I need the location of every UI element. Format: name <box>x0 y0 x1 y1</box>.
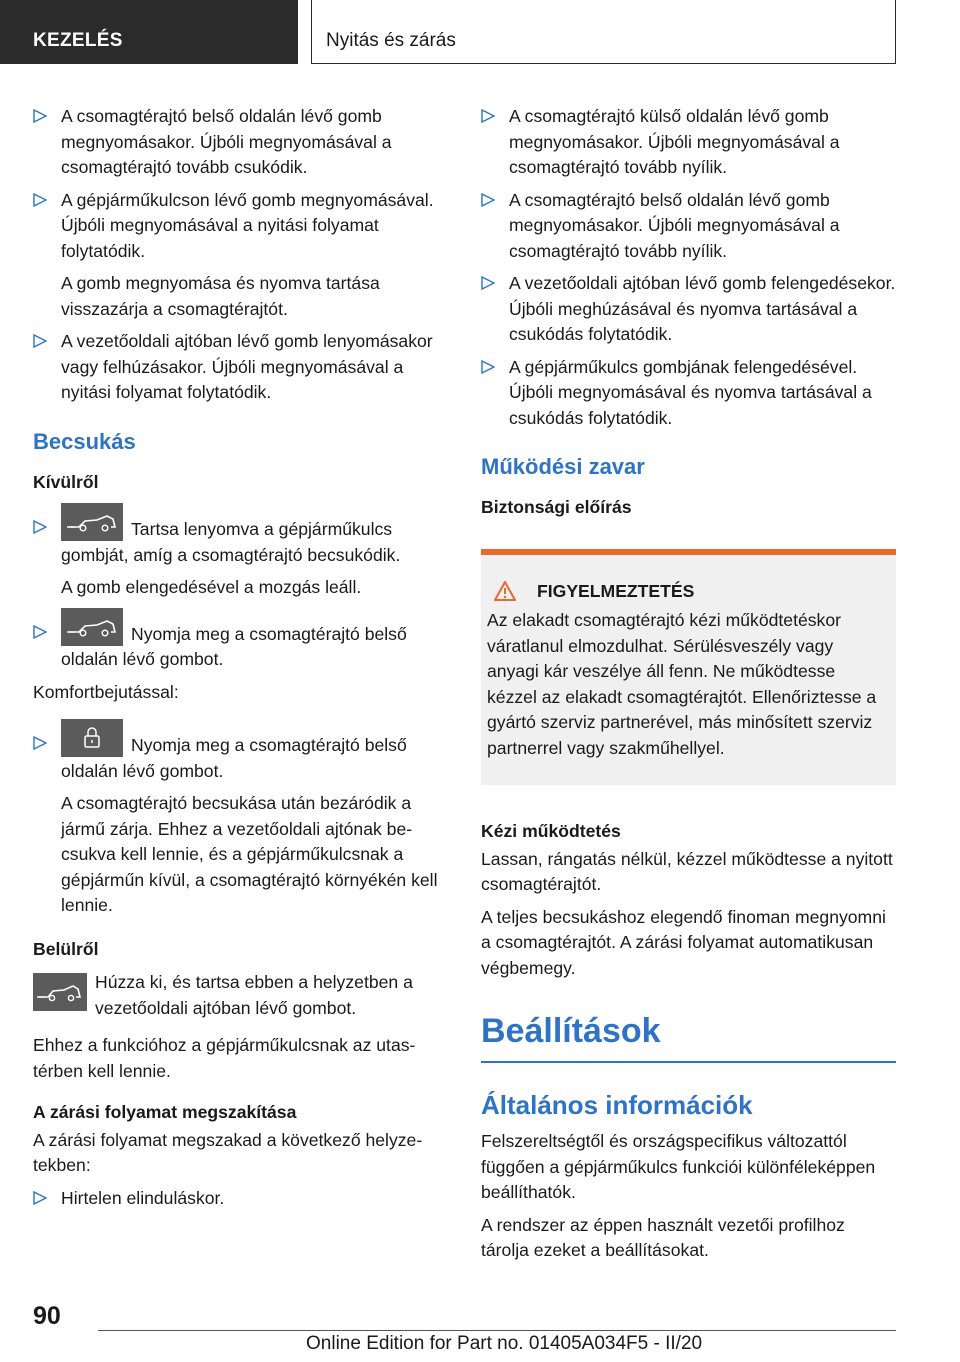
triangle-bullet-icon <box>33 519 47 535</box>
warning-triangle-icon <box>493 580 517 602</box>
list-item <box>33 329 448 406</box>
heading-becsukas: Becsukás <box>33 428 136 454</box>
list-item-text: A vezetőoldali ajtóban lévő gomb felengedésekor. Újbóli meghúzásával és nyomva tartásával a csukódás folytatódik. <box>509 273 896 344</box>
warning-text: Az elakadt csomagtérajtó kézi működtetéskor váratlanul elmozdulhat. Sérülésveszély vagy anyagi kár veszélye áll fenn. Ne működtesse kézzel az elakadt csomagtérajtót. Ellenőriztesse a gyártó szerviz partnerével, más minősített szerviz partnerrel vagy szakműhellyel. <box>487 610 877 758</box>
list-item-text: A vezetőoldali ajtóban lévő gomb lenyomásakor vagy felhúzásakor. Újbóli megnyomásával a nyitási folyamat folytatódik. <box>61 331 433 402</box>
belul-block <box>33 970 448 1021</box>
list-subtext: A gomb elengedésével a mozgás leáll. <box>61 577 362 597</box>
heading-mukodesi-zavar: Működési zavar <box>481 454 645 479</box>
list-item-text: Nyomja meg a csomagtérajtó belső oldalán lévő gombot. <box>61 735 407 781</box>
list-item <box>33 1186 448 1212</box>
triangle-bullet-icon <box>481 108 495 124</box>
list-item-text: A csomagtérajtó külső oldalán lévő gomb megnyomásakor. Újbóli megnyomásával a csomagtérajtó tovább nyílik. <box>509 106 840 177</box>
warning-box <box>481 549 896 786</box>
lock-icon <box>61 719 123 757</box>
list-item <box>481 104 896 181</box>
list-item-text: Tartsa lenyomva a gépjárműkulcs gombját, amíg a csomagtérajtó becsukódik. <box>61 519 401 565</box>
warning-title-row <box>487 579 888 605</box>
subheading-megszakitas: A zárási folyamat megszakítása <box>33 1102 297 1122</box>
triangle-bullet-icon <box>481 192 495 208</box>
page-header <box>0 0 960 68</box>
list-item <box>481 271 896 348</box>
paragraph: A rendszer az éppen használt vezetői profilhoz tárolja ezeket a beállításokat. <box>481 1214 845 1260</box>
list-item-text: A gépjárműkulcs gombjának felengedésével. Újbóli megnyomásával és nyomva tartásával a csukódás folytatódik. <box>509 356 872 428</box>
list-subtext: A gomb megnyomása és nyomva tartása visszazárja a csomagtérajtót. <box>61 273 380 319</box>
triangle-bullet-icon <box>33 1190 47 1206</box>
paragraph: A zárási folyamat megszakad a következő helyzetekben: <box>33 1129 423 1175</box>
list-item-text: A csomagtérajtó belső oldalán lévő gomb megnyomásakor. Újbóli megnyomásával a csomagtérajtó tovább csukódik. <box>61 106 392 177</box>
list-subtext: A csomagtérajtó becsukása után bezáródik a jármű zárja. Ehhez a vezetőoldali ajtónak becsukva kell lennie, és a gépjárműkulcsnak a gépjárműn kívül, a csomagtérajtó környékén kell lennie. <box>61 793 438 915</box>
right-column <box>481 104 896 1271</box>
triangle-bullet-icon <box>33 735 47 751</box>
page-title: Nyitás és zárás <box>311 0 896 64</box>
subheading-belulrol: Belülről <box>33 938 99 959</box>
heading-beallitasok: Beállítások <box>481 1011 896 1063</box>
paragraph: A teljes becsukáshoz elegendő finoman megnyomni a csomagtérajtót. A zárási folyamat automatikusan végbemegy. <box>481 906 886 978</box>
heading-altalanos: Általános információk <box>481 1090 753 1120</box>
triangle-bullet-icon <box>33 192 47 208</box>
belul-text: Húzza ki, és tartsa ebben a helyzetben a vezetőoldali ajtóban lévő gombot. <box>95 972 413 1018</box>
paragraph: Felszereltségtől és országspecifikus változattól függően a gépjárműkulcs funkciói különféleképpen beállíthatók. <box>481 1131 876 1202</box>
footer-divider <box>98 1330 896 1331</box>
page-number: 90 <box>33 1302 61 1330</box>
warning-title: FIGYELMEZTETÉS <box>537 580 695 601</box>
triangle-bullet-icon <box>33 108 47 124</box>
list-item <box>33 104 448 181</box>
komfort-label: Komfortbejutással: <box>33 681 179 702</box>
list-item <box>33 719 448 784</box>
paragraph: Ehhez a funkcióhoz a gépjárműkulcsnak az utastérben kell lennie. <box>33 1035 416 1081</box>
subheading-kezi: Kézi működtetés <box>481 821 621 841</box>
subheading-biztonsagi: Biztonsági előírás <box>481 497 632 517</box>
footer-edition: Online Edition for Part no. 01405A034F5 - II/20 <box>306 1333 703 1354</box>
list-item <box>33 608 448 673</box>
list-item <box>481 355 896 432</box>
triangle-bullet-icon <box>481 275 495 291</box>
list-item-text: Nyomja meg a csomagtérajtó belső oldalán lévő gombot. <box>61 623 407 669</box>
list-item-text: A gépjárműkulcson lévő gomb megnyomásával. Újbóli megnyomásával a nyitási folyamat folytatódik. <box>61 189 434 261</box>
list-item <box>33 188 448 265</box>
trunk-car-icon <box>33 973 87 1011</box>
triangle-bullet-icon <box>33 624 47 640</box>
list-item <box>33 503 448 568</box>
trunk-car-icon <box>61 608 123 646</box>
section-label: KEZELÉS <box>0 0 298 64</box>
list-item <box>481 188 896 265</box>
trunk-car-icon <box>61 503 123 541</box>
list-item-text: Hirtelen elinduláskor. <box>61 1187 225 1208</box>
triangle-bullet-icon <box>33 333 47 349</box>
paragraph: Lassan, rángatás nélkül, kézzel működtesse a nyitott csomagtérajtót. <box>481 848 893 894</box>
list-item-text: A csomagtérajtó belső oldalán lévő gomb megnyomásakor. Újbóli megnyomásával a csomagtérajtó tovább nyílik. <box>509 189 840 261</box>
left-column <box>33 104 448 1218</box>
subheading-kivulrol: Kívülről <box>33 471 99 492</box>
triangle-bullet-icon <box>481 359 495 375</box>
